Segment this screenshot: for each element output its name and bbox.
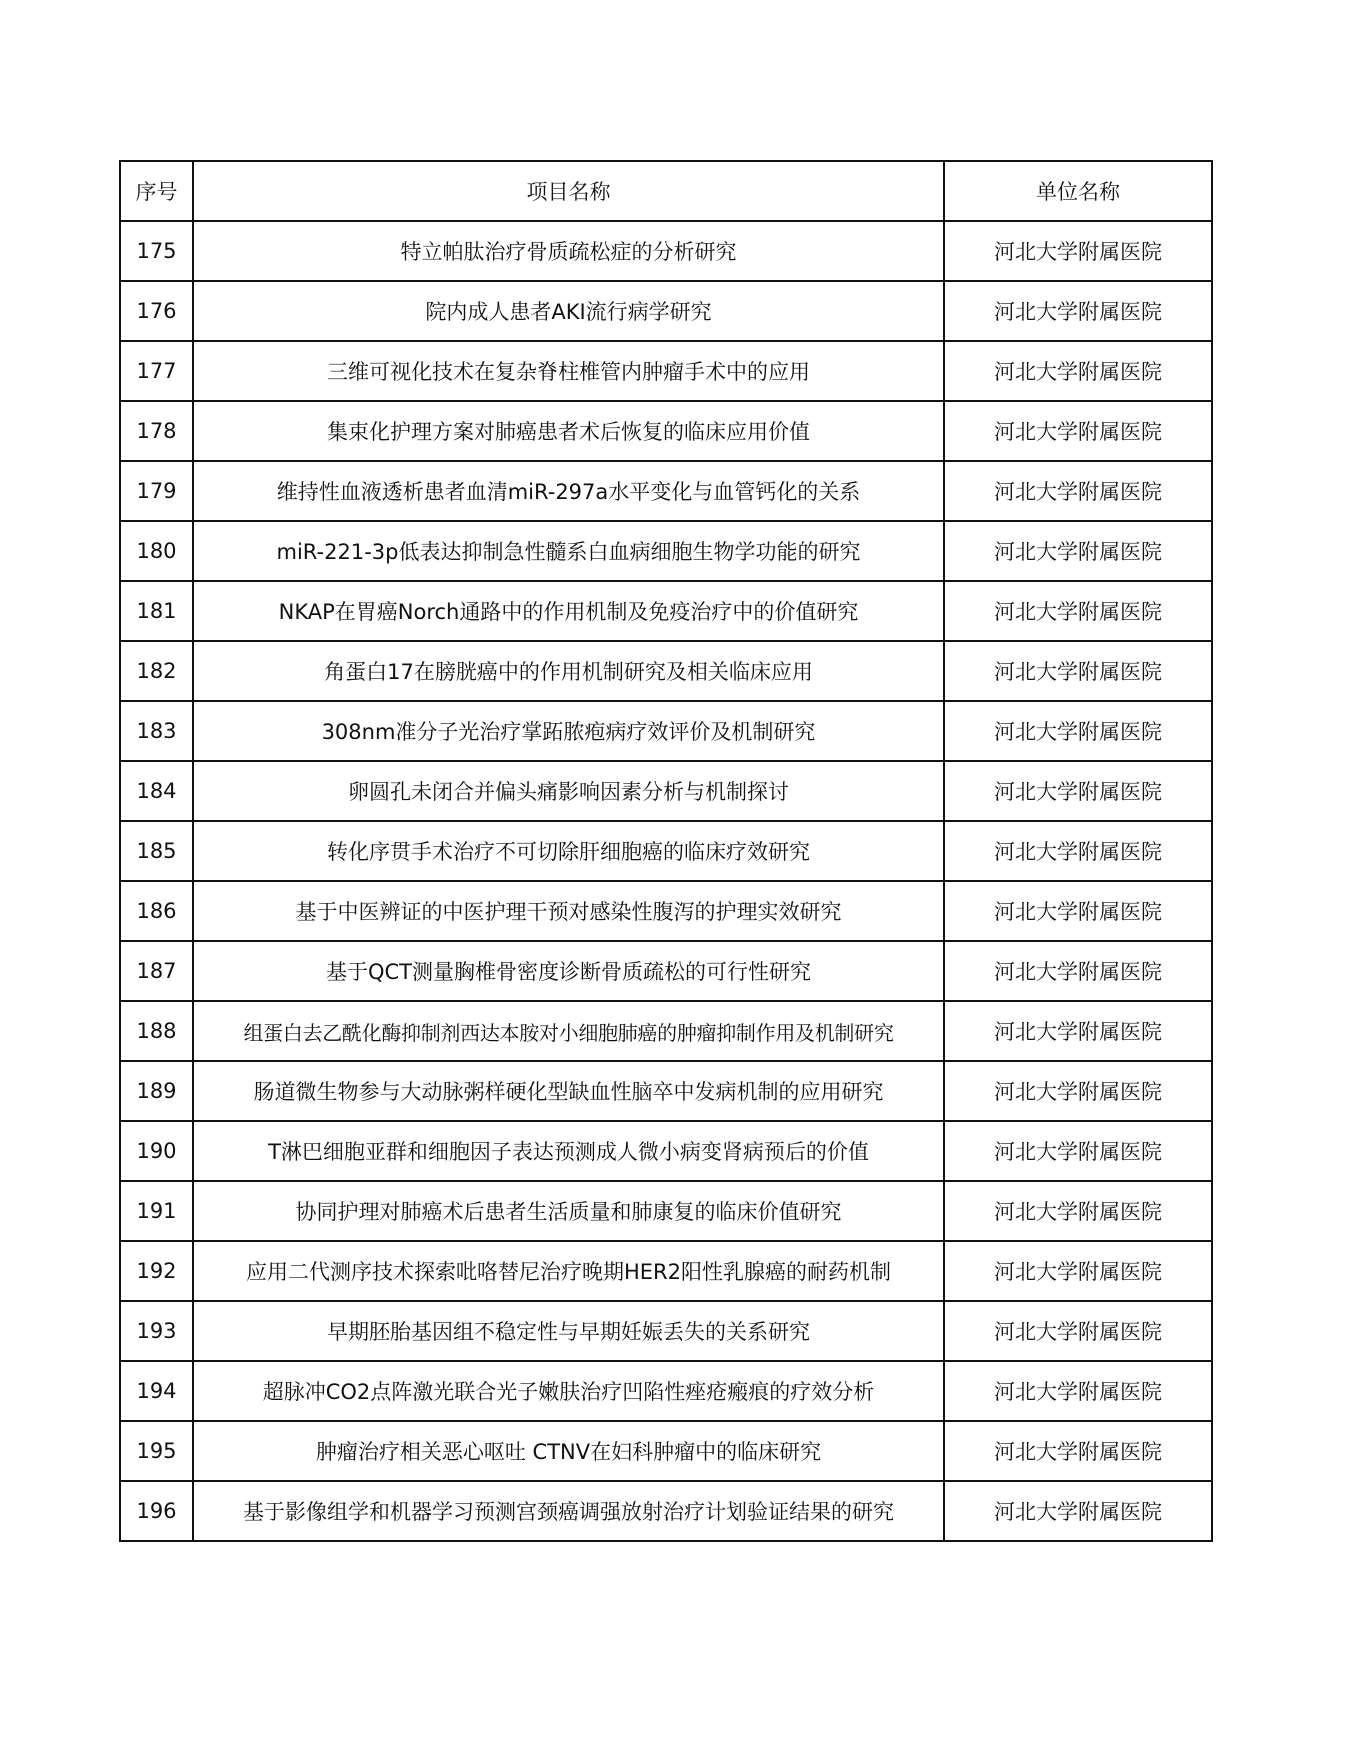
table-header (120, 161, 1212, 221)
table-row (120, 821, 1212, 881)
row-project-name: 特立帕肽治疗骨质疏松症的分析研究 (193, 221, 944, 281)
row-unit-name: 河北大学附属医院 (944, 761, 1212, 821)
row-number: 184 (120, 761, 193, 821)
row-unit-name: 河北大学附属医院 (944, 341, 1212, 401)
row-unit-name: 河北大学附属医院 (944, 1001, 1212, 1061)
row-project-name: 基于中医辨证的中医护理干预对感染性腹泻的护理实效研究 (193, 881, 944, 941)
row-project-name: 超脉冲CO2点阵激光联合光子嫩肤治疗凹陷性痤疮瘢痕的疗效分析 (193, 1361, 944, 1421)
table-row (120, 1361, 1212, 1421)
row-number: 179 (120, 461, 193, 521)
table-row (120, 521, 1212, 581)
header-unit-name: 单位名称 (944, 161, 1212, 221)
row-number: 176 (120, 281, 193, 341)
table-row (120, 1001, 1212, 1061)
row-number: 187 (120, 941, 193, 1001)
row-number: 189 (120, 1061, 193, 1121)
header-number: 序号 (120, 161, 193, 221)
project-table (119, 160, 1213, 1542)
row-project-name: 集束化护理方案对肺癌患者术后恢复的临床应用价值 (193, 401, 944, 461)
row-number: 181 (120, 581, 193, 641)
row-number: 183 (120, 701, 193, 761)
table-row (120, 1421, 1212, 1481)
row-number: 180 (120, 521, 193, 581)
table-row (120, 281, 1212, 341)
row-project-name: 肠道微生物参与大动脉粥样硬化型缺血性脑卒中发病机制的应用研究 (193, 1061, 944, 1121)
row-project-name: 转化序贯手术治疗不可切除肝细胞癌的临床疗效研究 (193, 821, 944, 881)
table-row (120, 1301, 1212, 1361)
row-number: 186 (120, 881, 193, 941)
table-row (120, 221, 1212, 281)
row-project-name: 卵圆孔未闭合并偏头痛影响因素分析与机制探讨 (193, 761, 944, 821)
row-number: 190 (120, 1121, 193, 1181)
row-unit-name: 河北大学附属医院 (944, 701, 1212, 761)
row-number: 194 (120, 1361, 193, 1421)
row-unit-name: 河北大学附属医院 (944, 1121, 1212, 1181)
row-unit-name: 河北大学附属医院 (944, 1301, 1212, 1361)
row-unit-name: 河北大学附属医院 (944, 1241, 1212, 1301)
row-unit-name: 河北大学附属医院 (944, 461, 1212, 521)
table-row (120, 641, 1212, 701)
header-row (120, 161, 1212, 221)
row-project-name: 角蛋白17在膀胱癌中的作用机制研究及相关临床应用 (193, 641, 944, 701)
row-unit-name: 河北大学附属医院 (944, 1421, 1212, 1481)
row-unit-name: 河北大学附属医院 (944, 281, 1212, 341)
row-unit-name: 河北大学附属医院 (944, 221, 1212, 281)
row-unit-name: 河北大学附属医院 (944, 1061, 1212, 1121)
row-number: 188 (120, 1001, 193, 1061)
row-project-name: T淋巴细胞亚群和细胞因子表达预测成人微小病变肾病预后的价值 (193, 1121, 944, 1181)
row-number: 182 (120, 641, 193, 701)
row-unit-name: 河北大学附属医院 (944, 941, 1212, 1001)
row-number: 191 (120, 1181, 193, 1241)
table-row (120, 1481, 1212, 1541)
row-unit-name: 河北大学附属医院 (944, 881, 1212, 941)
row-number: 177 (120, 341, 193, 401)
row-number: 192 (120, 1241, 193, 1301)
row-number: 193 (120, 1301, 193, 1361)
row-unit-name: 河北大学附属医院 (944, 1181, 1212, 1241)
row-unit-name: 河北大学附属医院 (944, 521, 1212, 581)
table-row (120, 581, 1212, 641)
row-unit-name: 河北大学附属医院 (944, 641, 1212, 701)
row-project-name: 三维可视化技术在复杂脊柱椎管内肿瘤手术中的应用 (193, 341, 944, 401)
row-project-name: 协同护理对肺癌术后患者生活质量和肺康复的临床价值研究 (193, 1181, 944, 1241)
table-row (120, 461, 1212, 521)
row-project-name: 院内成人患者AKI流行病学研究 (193, 281, 944, 341)
table-row (120, 701, 1212, 761)
row-unit-name: 河北大学附属医院 (944, 581, 1212, 641)
row-project-name: NKAP在胃癌Norch通路中的作用机制及免疫治疗中的价值研究 (193, 581, 944, 641)
row-number: 178 (120, 401, 193, 461)
row-number: 185 (120, 821, 193, 881)
row-project-name: 基于QCT测量胸椎骨密度诊断骨质疏松的可行性研究 (193, 941, 944, 1001)
table-row (120, 1181, 1212, 1241)
table-row (120, 1061, 1212, 1121)
row-project-name: 基于影像组学和机器学习预测宫颈癌调强放射治疗计划验证结果的研究 (193, 1481, 944, 1541)
row-project-name: 308nm准分子光治疗掌跖脓疱病疗效评价及机制研究 (193, 701, 944, 761)
row-project-name: 早期胚胎基因组不稳定性与早期妊娠丢失的关系研究 (193, 1301, 944, 1361)
table-row (120, 1241, 1212, 1301)
row-project-name: 肿瘤治疗相关恶心呕吐 CTNV在妇科肿瘤中的临床研究 (193, 1421, 944, 1481)
row-unit-name: 河北大学附属医院 (944, 1481, 1212, 1541)
row-unit-name: 河北大学附属医院 (944, 401, 1212, 461)
table-row (120, 341, 1212, 401)
table-body (120, 221, 1212, 1541)
table-row (120, 1121, 1212, 1181)
row-unit-name: 河北大学附属医院 (944, 1361, 1212, 1421)
row-number: 196 (120, 1481, 193, 1541)
table-row (120, 401, 1212, 461)
row-unit-name: 河北大学附属医院 (944, 821, 1212, 881)
table-row (120, 761, 1212, 821)
header-project-name: 项目名称 (193, 161, 944, 221)
row-number: 195 (120, 1421, 193, 1481)
table-row (120, 941, 1212, 1001)
table-row (120, 881, 1212, 941)
row-number: 175 (120, 221, 193, 281)
row-project-name: 应用二代测序技术探索吡咯替尼治疗晚期HER2阳性乳腺癌的耐药机制 (193, 1241, 944, 1301)
row-project-name: miR-221-3p低表达抑制急性髓系白血病细胞生物学功能的研究 (193, 521, 944, 581)
row-project-name: 组蛋白去乙酰化酶抑制剂西达本胺对小细胞肺癌的肿瘤抑制作用及机制研究 (193, 1001, 944, 1061)
row-project-name: 维持性血液透析患者血清miR-297a水平变化与血管钙化的关系 (193, 461, 944, 521)
